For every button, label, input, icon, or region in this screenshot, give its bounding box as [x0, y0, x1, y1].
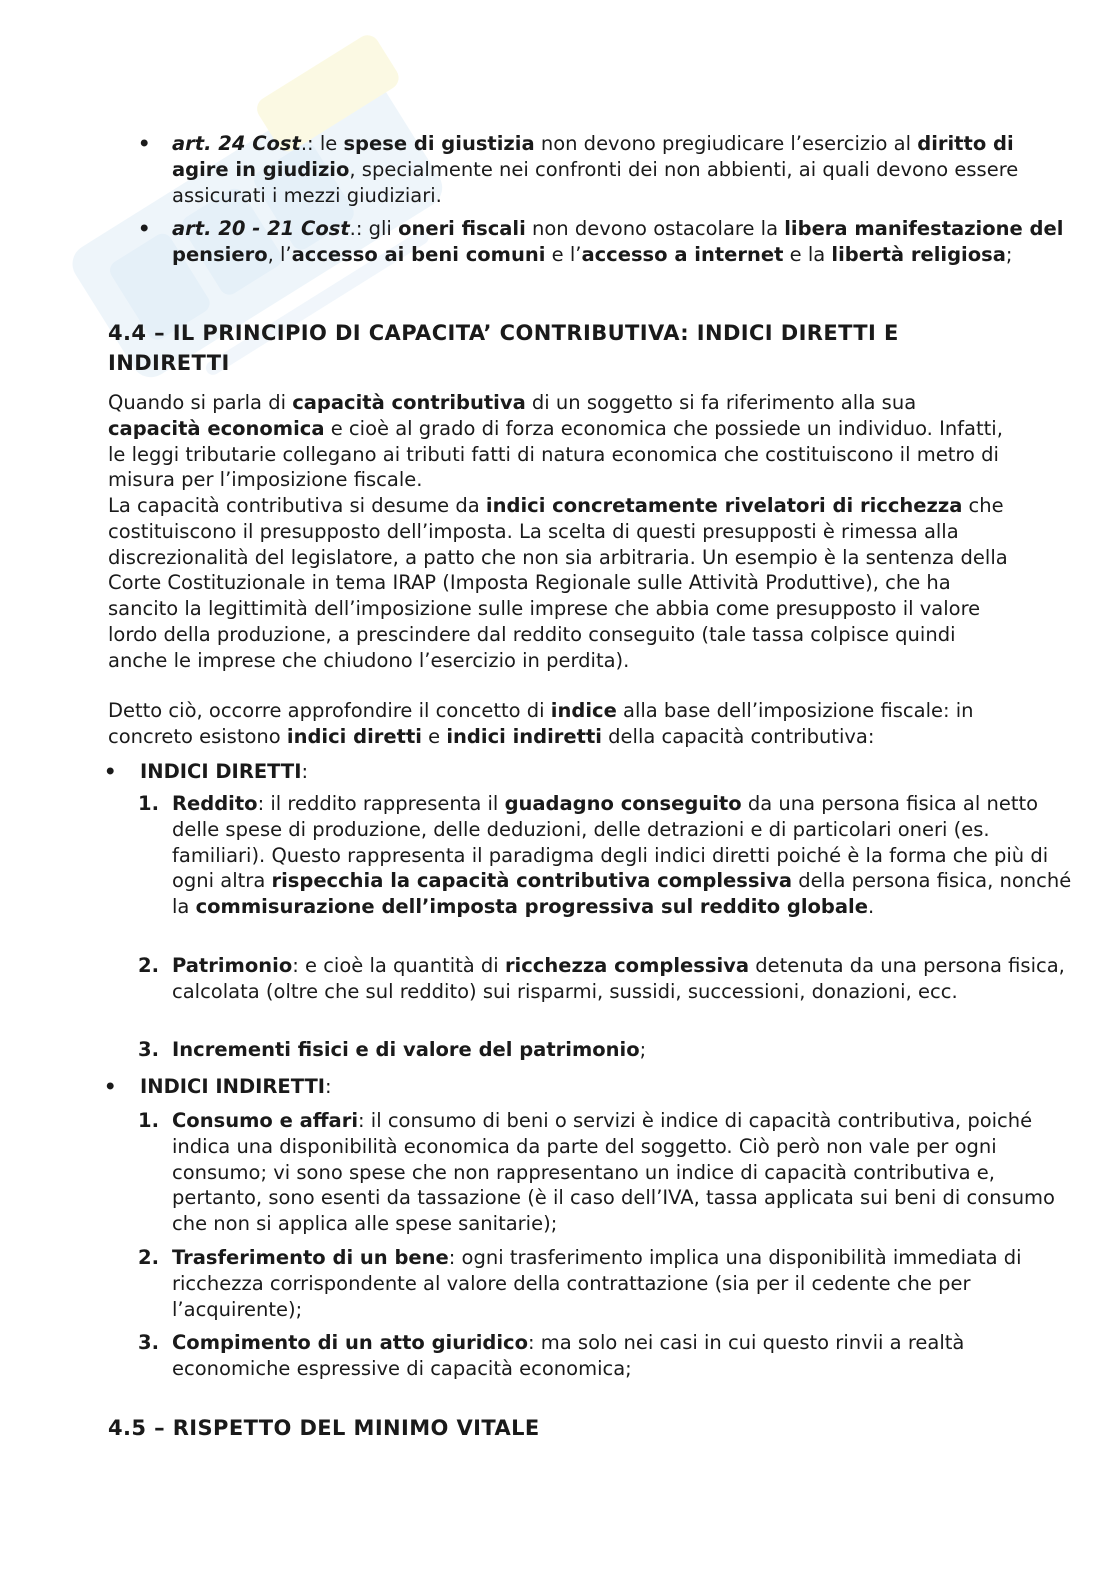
- section-heading-4-4: 4.4 – IL PRINCIPIO DI CAPACITA’ CONTRIBUTIVA: INDICI DIRETTI E INDIRETTI: [108, 321, 899, 375]
- list-item-atto-giuridico: 3. Compimento di un atto giuridico: ma solo nei casi in cui questo rinvii a realtà economiche espressive di capacità economica;: [138, 1331, 965, 1380]
- bullet-art-24: • art. 24 Cost.: le spese di giustizia non devono pregiudicare l’esercizio al diritto di agire in giudizio, specialmente nei confronti dei non abbienti, ai quali devono essere assicurati i mezzi giudiziari.: [138, 132, 1019, 207]
- paragraph-3: Detto ciò, occorre approfondire il concetto di indice alla base dell’imposizione fiscale: in concreto esistono indici diretti e indici indiretti della capacità contributiva:: [108, 699, 974, 748]
- list-item-incrementi: 3. Incrementi fisici e di valore del patrimonio;: [138, 1038, 647, 1061]
- list-number: 2.: [138, 954, 159, 977]
- list-item-trasferimento: 2. Trasferimento di un bene: ogni trasferimento implica una disponibilità immediata di ricchezza corrispondente al valore della contrattazione (sia per il cedente che per l’acquirente);: [138, 1246, 1022, 1321]
- paragraph-2: La capacità contributiva si desume da indici concretamente rivelatori di ricchezza che costituiscono il presupposto dell’imposta. La scelta di questi presupposti è rimessa alla discrezionalità del legislatore, a patto che non sia arbitraria. Un esempio è la sentenza della Corte Costituzionale in tema IRAP (Imposta Regionale sulle Attività Produttive), che ha sancito la legittimità dell’imposizione sulle imprese che abbia come presupposto il valore lordo della produzione, a prescindere dal reddito conseguito (tale tassa colpisce quindi anche le imprese che chiudono l’esercizio in perdita).: [108, 494, 1008, 672]
- bullet-marker: •: [104, 760, 117, 783]
- section-heading-4-5: 4.5 – RISPETTO DEL MINIMO VITALE: [108, 1416, 540, 1440]
- bullet-marker: •: [104, 1075, 117, 1098]
- list-number: 3.: [138, 1038, 159, 1061]
- list-number: 1.: [138, 1109, 159, 1132]
- list-number: 3.: [138, 1331, 159, 1354]
- list-item-reddito: 1. Reddito: il reddito rappresenta il guadagno conseguito da una persona fisica al netto delle spese di produzione, delle deduzioni, delle detrazioni e di particolari oneri (es. familiari). Questo rappresenta il paradigma degli indici diretti poiché è la forma che più di ogni altra rispecchia la capacità contributiva complessiva della persona fisica, nonché la commisurazione dell’imposta progressiva sul reddito globale.: [138, 792, 1072, 919]
- list-item-consumo: 1. Consumo e affari: il consumo di beni o servizi è indice di capacità contributiva, poiché indica una disponibilità economica da parte del soggetto. Ciò però non vale per ogni consumo; vi sono spese che non rappresentano un indice di capacità contributiva e, pertanto, sono esenti da tassazione (è il caso dell’IVA, tassa applicata sui beni di consumo che non si applica alle spese sanitarie);: [138, 1109, 1055, 1236]
- list-number: 2.: [138, 1246, 159, 1269]
- list-label-indici-indiretti: • INDICI INDIRETTI:: [104, 1075, 332, 1098]
- list-number: 1.: [138, 792, 159, 815]
- list-item-patrimonio: 2. Patrimonio: e cioè la quantità di ricchezza complessiva detenuta da una persona fisica, calcolata (oltre che sul reddito) sui risparmi, sussidi, successioni, donazioni, ecc.: [138, 954, 1065, 1003]
- list-label-indici-diretti: • INDICI DIRETTI:: [104, 760, 309, 783]
- bullet-marker: •: [138, 132, 151, 155]
- bullet-art-20-21: • art. 20 - 21 Cost.: gli oneri fiscali non devono ostacolare la libera manifestazione del pensiero, l’accesso ai beni comuni e l’accesso a internet e la libertà religiosa;: [138, 217, 1064, 266]
- paragraph-1: Quando si parla di capacità contributiva di un soggetto si fa riferimento alla sua capacità economica e cioè al grado di forza economica che possiede un individuo. Infatti, le leggi tributarie collegano ai tributi fatti di natura economica che costituiscono il metro di misura per l’imposizione fiscale.: [108, 391, 1003, 492]
- bullet-marker: •: [138, 217, 151, 240]
